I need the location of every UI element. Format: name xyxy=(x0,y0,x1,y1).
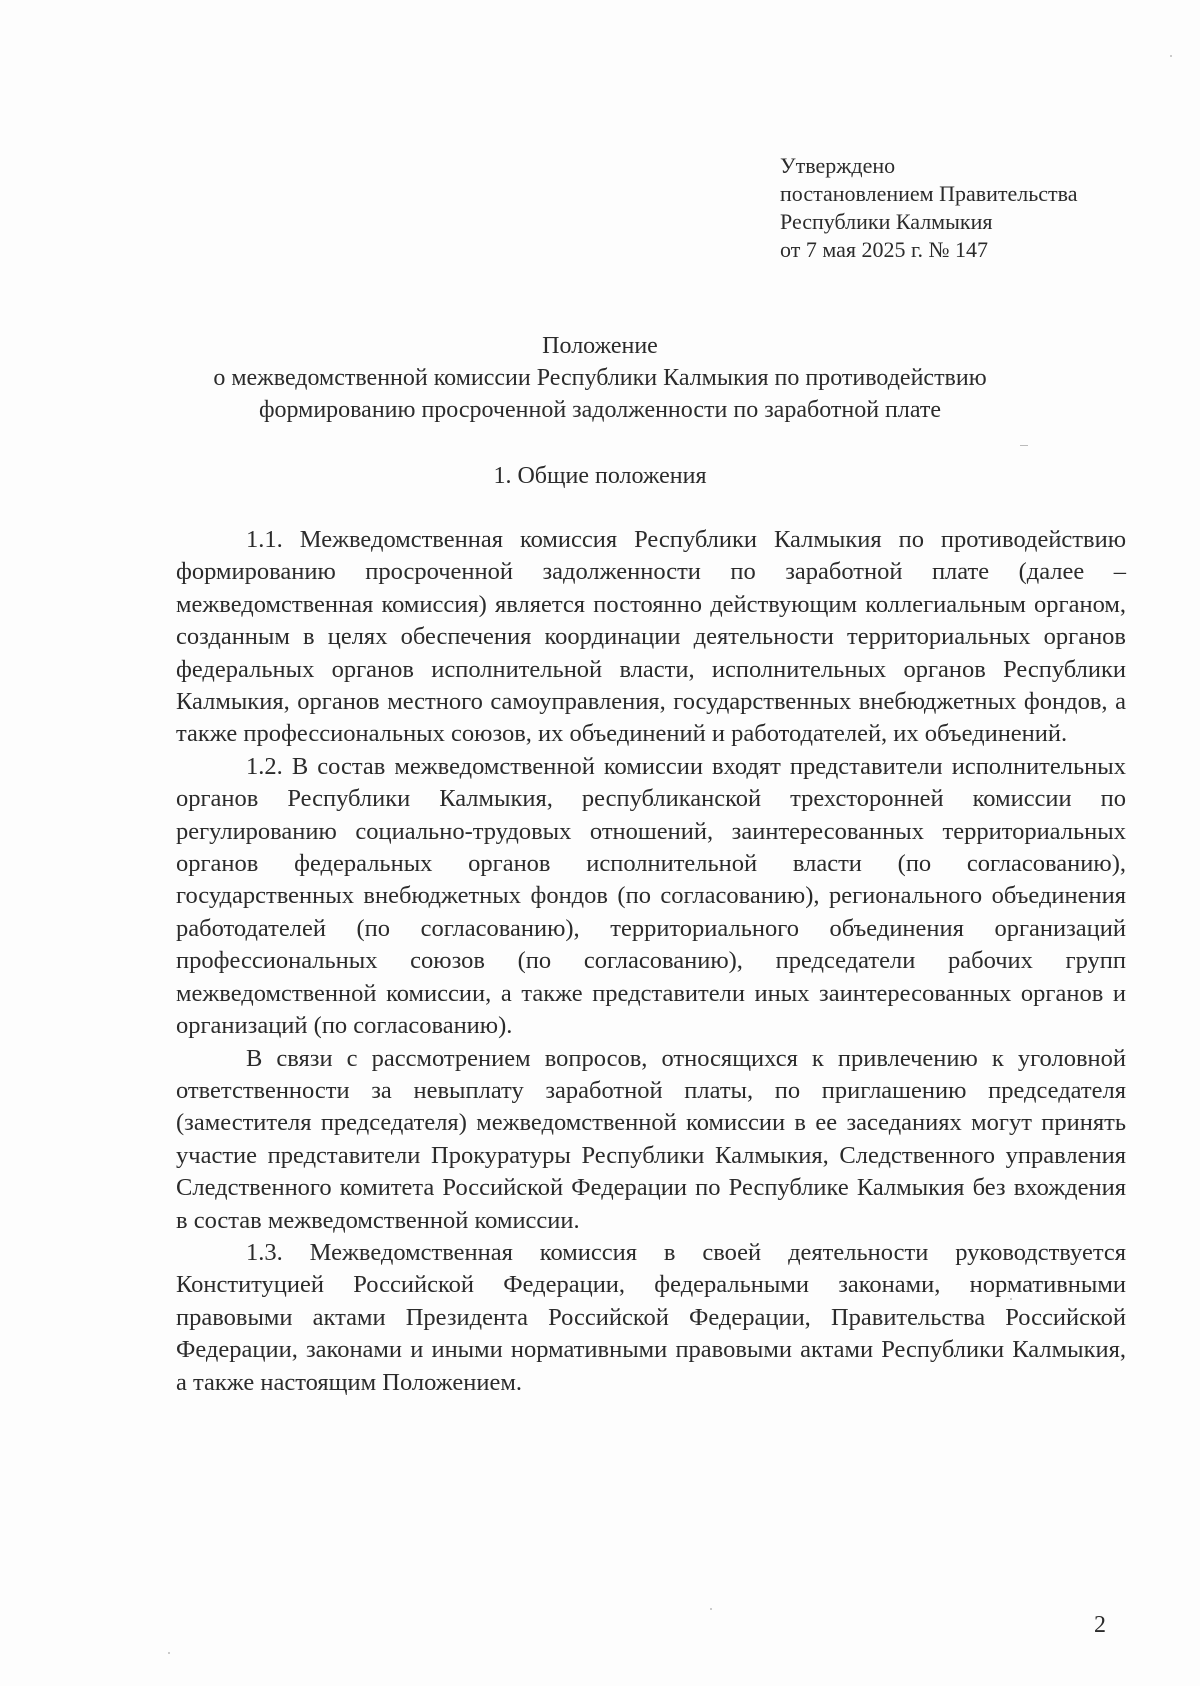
title-line: о межведомственной комиссии Республики Калмыкия по противодействию xyxy=(213,365,987,391)
scan-speck xyxy=(710,1608,712,1610)
approval-line: от 7 мая 2025 г. № 147 xyxy=(780,237,989,262)
body-text xyxy=(176,524,1126,1399)
document-title xyxy=(150,330,1050,426)
paragraph: В связи с рассмотрением вопросов, относящихся к привлечению к уголовной ответственности за невыплату заработной платы, по приглашению председателя (заместителя председателя) межведомственной комиссии в ее заседаниях могут принять участие представители Прокуратуры Республики Калмыкия, Следственного управления Следственного комитета Российской Федерации по Республике Калмыкия без вхождения в состав межведомственной комиссии. xyxy=(176,1044,1126,1234)
paragraph: 1.3. Межведомственная комиссия в своей деятельности руководствуется Конституцией Российской Федерации, федеральными законами, нормативными правовыми актами Президента Российской Федерации, Правительства Российской Федерации, законами и иными нормативными правовыми актами Республики Калмыкия, а также настоящим Положением. xyxy=(176,1238,1126,1396)
paragraph: 1.2. В состав межведомственной комиссии входят представители исполнительных органов Республики Калмыкия, республиканской трехсторонней комиссии по регулированию социально-трудовых отношений, заинтересованных территориальных органов федеральных органов исполнительной власти (по согласованию), государственных внебюджетных фондов (по согласованию), регионального объединения работодателей (по согласованию), территориального объединения организаций профессиональных союзов (по согласованию), председатели рабочих групп межведомственной комиссии, а также представители иных заинтересованных органов и организаций (по согласованию). xyxy=(176,752,1126,1040)
scan-speck xyxy=(1010,1298,1012,1300)
approval-line: постановлением Правительства xyxy=(780,181,1078,206)
title-line: Положение xyxy=(542,333,658,359)
scan-speck xyxy=(1170,55,1172,57)
approval-stamp xyxy=(780,152,1078,264)
scan-speck xyxy=(168,1652,170,1654)
approval-line: Республики Калмыкия xyxy=(780,209,993,234)
paragraph: 1.1. Межведомственная комиссия Республики Калмыкия по противодействию формированию просроченной задолженности по заработной плате (далее – межведомственная комиссия) является постоянно действующим коллегиальным органом, созданным в целях обеспечения координации деятельности территориальных органов федеральных органов исполнительной власти, исполнительных органов Республики Калмыкия, органов местного самоуправления, государственных внебюджетных фондов, а также профессиональных союзов, их объединений и работодателей, их объединений. xyxy=(176,526,1126,748)
page-number: 2 xyxy=(1094,1612,1106,1638)
section-heading: 1. Общие положения xyxy=(493,463,707,489)
scan-speck xyxy=(1020,445,1028,446)
title-line: формированию просроченной задолженности по заработной плате xyxy=(258,397,942,423)
approval-line: Утверждено xyxy=(780,153,896,178)
